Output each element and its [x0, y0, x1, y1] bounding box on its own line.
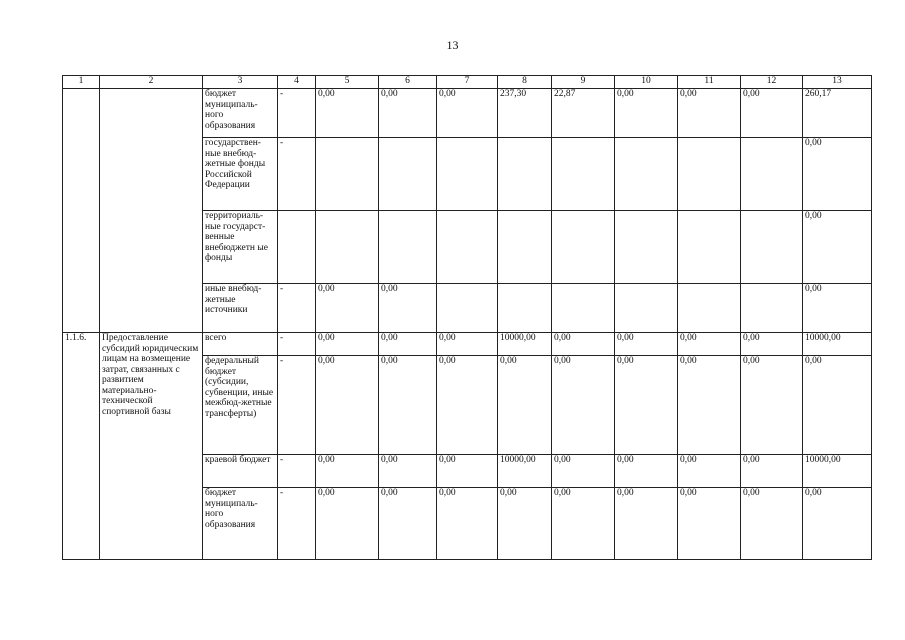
data-cell: 0,00 — [678, 89, 741, 138]
data-cell: 0,00 — [678, 455, 741, 488]
data-cell: 0,00 — [498, 488, 552, 560]
data-cell: 0,00 — [552, 356, 615, 455]
data-cell: 0,00 — [437, 333, 498, 356]
funding-source-cell: федеральный бюджет (субсидии, субвенции, иные межбюд-жетные трансферты) — [203, 356, 278, 455]
data-cell: 0,00 — [316, 488, 379, 560]
item-number-cell — [63, 89, 100, 333]
data-cell: 0,00 — [552, 333, 615, 356]
data-cell: 0,00 — [615, 333, 678, 356]
total-cell: 0,00 — [803, 138, 872, 211]
data-cell: 0,00 — [741, 89, 803, 138]
header-cell: 5 — [316, 76, 379, 89]
data-cell: - — [278, 138, 316, 211]
data-cell: - — [278, 89, 316, 138]
header-cell: 6 — [379, 76, 437, 89]
data-cell — [615, 284, 678, 333]
data-cell: 0,00 — [498, 356, 552, 455]
header-cell: 10 — [615, 76, 678, 89]
item-description-cell: Предоставление субсидий юридическим лицам на возмещение затрат, связанных с развитием материально-технической спортивной базы — [100, 333, 203, 560]
data-cell: 237,30 — [498, 89, 552, 138]
funding-source-cell: территориаль-ные государст-венные внебюджетн ые фонды — [203, 211, 278, 284]
data-cell: 0,00 — [379, 284, 437, 333]
data-cell: 0,00 — [615, 356, 678, 455]
data-cell — [437, 138, 498, 211]
header-cell: 3 — [203, 76, 278, 89]
data-cell: 0,00 — [437, 89, 498, 138]
total-cell: 0,00 — [803, 284, 872, 333]
funding-source-cell: бюджет муниципаль-ного образования — [203, 488, 278, 560]
data-cell: - — [278, 356, 316, 455]
header-cell: 2 — [100, 76, 203, 89]
header-cell: 11 — [678, 76, 741, 89]
data-cell: 0,00 — [615, 89, 678, 138]
data-cell — [678, 138, 741, 211]
data-cell — [498, 284, 552, 333]
data-cell: - — [278, 333, 316, 356]
data-cell: 0,00 — [741, 333, 803, 356]
header-cell: 12 — [741, 76, 803, 89]
data-cell: 0,00 — [316, 356, 379, 455]
data-cell: 0,00 — [379, 488, 437, 560]
data-cell — [552, 211, 615, 284]
data-cell: 0,00 — [379, 333, 437, 356]
data-cell: 0,00 — [678, 356, 741, 455]
funding-source-cell: иные внебюд-жетные источники — [203, 284, 278, 333]
data-cell — [316, 211, 379, 284]
data-cell: - — [278, 284, 316, 333]
funding-source-cell: всего — [203, 333, 278, 356]
data-cell — [741, 284, 803, 333]
data-cell: 0,00 — [741, 455, 803, 488]
data-cell — [615, 211, 678, 284]
total-cell: 10000,00 — [803, 455, 872, 488]
data-cell: 0,00 — [379, 356, 437, 455]
data-cell: 10000,00 — [498, 333, 552, 356]
data-cell: 0,00 — [552, 488, 615, 560]
item-number-cell: 1.1.6. — [63, 333, 100, 560]
data-cell: 0,00 — [678, 333, 741, 356]
funding-source-cell: краевой бюджет — [203, 455, 278, 488]
table-row — [63, 333, 872, 356]
header-cell: 8 — [498, 76, 552, 89]
item-description-cell — [100, 89, 203, 333]
data-cell: 0,00 — [316, 284, 379, 333]
data-cell — [552, 284, 615, 333]
data-cell: 0,00 — [379, 455, 437, 488]
total-cell: 10000,00 — [803, 333, 872, 356]
data-cell: 10000,00 — [498, 455, 552, 488]
data-cell: 0,00 — [316, 455, 379, 488]
data-cell — [437, 284, 498, 333]
data-cell: 0,00 — [678, 488, 741, 560]
data-cell — [552, 138, 615, 211]
total-cell: 0,00 — [803, 356, 872, 455]
data-cell: 0,00 — [552, 455, 615, 488]
data-cell — [437, 211, 498, 284]
data-cell: - — [278, 455, 316, 488]
funding-source-cell: бюджет муниципаль-ного образования — [203, 89, 278, 138]
data-cell — [498, 211, 552, 284]
funding-source-cell: государствен-ные внебюд-жетные фонды Российской Федерации — [203, 138, 278, 211]
total-cell: 0,00 — [803, 211, 872, 284]
data-cell — [379, 138, 437, 211]
data-cell: 0,00 — [379, 89, 437, 138]
data-cell: 0,00 — [437, 455, 498, 488]
data-cell: 0,00 — [741, 356, 803, 455]
total-cell: 260,17 — [803, 89, 872, 138]
table-row — [63, 89, 872, 138]
data-cell: 0,00 — [615, 455, 678, 488]
data-cell — [278, 211, 316, 284]
data-cell — [379, 211, 437, 284]
header-cell: 13 — [803, 76, 872, 89]
data-cell: 0,00 — [316, 89, 379, 138]
data-cell — [678, 284, 741, 333]
data-cell: 0,00 — [615, 488, 678, 560]
data-cell: 0,00 — [741, 488, 803, 560]
header-cell: 7 — [437, 76, 498, 89]
data-cell — [741, 211, 803, 284]
data-cell — [615, 138, 678, 211]
data-cell: 0,00 — [316, 333, 379, 356]
data-cell — [498, 138, 552, 211]
data-cell — [678, 211, 741, 284]
data-cell — [741, 138, 803, 211]
header-cell: 4 — [278, 76, 316, 89]
budget-table — [62, 75, 872, 560]
total-cell: 0,00 — [803, 488, 872, 560]
header-cell: 9 — [552, 76, 615, 89]
data-cell: - — [278, 488, 316, 560]
data-cell: 22,87 — [552, 89, 615, 138]
header-row — [63, 76, 872, 89]
page-number: 13 — [446, 38, 459, 52]
data-cell: 0,00 — [437, 356, 498, 455]
data-cell: 0,00 — [437, 488, 498, 560]
header-cell: 1 — [63, 76, 100, 89]
data-cell — [316, 138, 379, 211]
